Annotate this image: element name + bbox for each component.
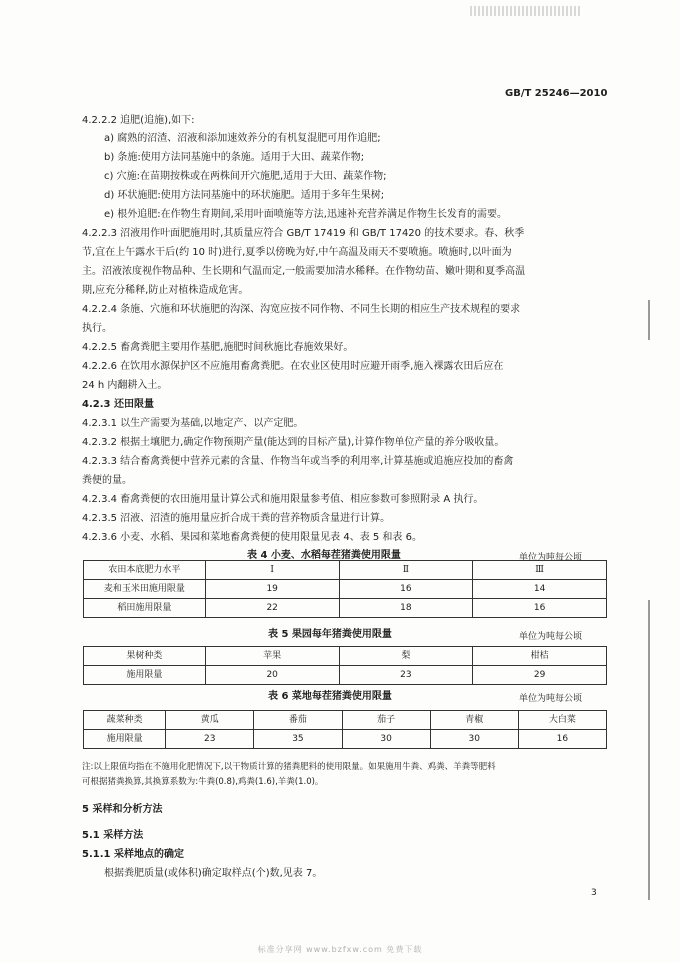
table-4-caption: 表 4 小麦、水稻每茬猪粪使用限量	[247, 550, 401, 561]
table-row	[84, 599, 607, 618]
clause-4-2-3-5: 4.2.3.5 沼液、沼渣的施用量应折合成干粪的营养物质含量进行计算。	[82, 513, 391, 524]
clause-4-2-3-6: 4.2.3.6 小麦、水稻、果园和菜地畜禽粪便的使用限量见表 4、表 5 和表 6。	[82, 532, 422, 543]
table-header-cell: 果树种类	[84, 647, 206, 666]
table-5-caption: 表 5 果园每年猪粪使用限量	[268, 629, 392, 640]
scan-artifact	[470, 6, 580, 16]
table-cell: 20	[205, 666, 339, 685]
clause-4-2-2-3-line: 4.2.2.3 沼液用作叶面肥施用时,其质量应符合 GB/T 17419 和 GB/T 17420 的技术要求。春、秋季	[82, 228, 525, 239]
watermark-footer: 标准分享网 www.bzfxw.com 免费下载	[257, 945, 423, 954]
clause-item-b: b) 条施:使用方法同基施中的条施。适用于大田、蔬菜作物;	[104, 152, 365, 163]
table-cell: 18	[339, 599, 473, 618]
table-cell: 35	[254, 730, 342, 749]
clause-4-2-3-3-line: 粪便的量。	[82, 475, 132, 486]
clause-4-2-2-5: 4.2.2.5 畜禽粪肥主要用作基肥,施肥时间秋施比春施效果好。	[82, 342, 354, 353]
scan-edge-mark	[648, 600, 650, 900]
clause-4-2-2-3-line: 期,应充分稀释,防止对植株造成危害。	[82, 285, 249, 296]
table-5	[83, 646, 607, 685]
clause-4-2-2-2-title: 4.2.2.2 追肥(追施),如下:	[82, 115, 195, 126]
table-6-caption: 表 6 菜地每茬猪粪使用限量	[268, 691, 392, 702]
clause-4-2-2-6-line: 4.2.2.6 在饮用水源保护区不应施用畜禽粪肥。在农业区使用时应避开雨季,施入裸露农田后应在	[82, 361, 504, 372]
table-header-cell: 大白菜	[518, 711, 606, 730]
table-cell: 麦和玉米田施用限量	[84, 580, 206, 599]
standard-code: GB/T 25246—2010	[505, 88, 608, 99]
scan-edge-mark	[648, 300, 650, 340]
table-4	[83, 560, 607, 618]
table-header-cell: Ⅲ	[473, 561, 607, 580]
clause-4-2-3-title: 4.2.3 还田限量	[82, 399, 154, 410]
table-header-cell: 苹果	[205, 647, 339, 666]
table-note-line: 可根据猪粪换算,其换算系数为:牛粪(0.8),鸡粪(1.6),羊粪(1.0)。	[82, 777, 324, 787]
table-4-unit: 单位为吨每公顷	[519, 553, 583, 563]
table-header-cell: 柑桔	[473, 647, 607, 666]
clause-4-2-2-4-line: 执行。	[82, 323, 112, 334]
clause-4-2-2-3-line: 主。沼液浓度视作物品种、生长期和气温而定,一般需要加清水稀释。在作物幼苗、嫩叶期和夏季高温	[82, 266, 526, 277]
section-5-1-title: 5.1 采样方法	[82, 830, 144, 841]
clause-4-2-2-4-line: 4.2.2.4 条施、穴施和环状施肥的沟深、沟宽应按不同作物、不同生长期的相应生产技术规程的要求	[82, 304, 521, 315]
clause-4-2-3-3-line: 4.2.3.3 结合畜禽粪便中营养元素的含量、作物当年或当季的利用率,计算基施或追施应投加的畜禽	[82, 456, 514, 467]
table-header-row	[84, 561, 607, 580]
clause-item-e: e) 根外追肥:在作物生育期间,采用叶面喷施等方法,迅速补充营养满足作物生长发育的需要。	[104, 209, 507, 220]
table-cell: 16	[339, 580, 473, 599]
section-5-1-1-title: 5.1.1 采样地点的确定	[82, 849, 184, 860]
table-header-cell: 农田本底肥力水平	[84, 561, 206, 580]
clause-4-2-3-2: 4.2.3.2 根据土壤肥力,确定作物预期产量(能达到的目标产量),计算作物单位产量的养分吸收量。	[82, 437, 505, 448]
table-header-cell: 黄瓜	[166, 711, 254, 730]
table-cell: 施用限量	[84, 666, 206, 685]
clause-4-2-3-4: 4.2.3.4 畜禽粪便的农田施用量计算公式和施用限量参考值、相应参数可参照附录 A 执行。	[82, 494, 484, 505]
table-cell: 30	[342, 730, 430, 749]
table-header-cell: 梨	[339, 647, 473, 666]
table-cell: 19	[205, 580, 339, 599]
table-row	[84, 666, 607, 685]
table-cell: 29	[473, 666, 607, 685]
table-6	[83, 710, 607, 749]
table-5-unit: 单位为吨每公顷	[519, 632, 583, 642]
clause-4-2-2-3-line: 节,宜在上午露水干后(约 10 时)进行,夏季以傍晚为好,中午高温及雨天不要喷施。喷施时,以叶面为	[82, 247, 512, 258]
clause-4-2-2-6-line: 24 h 内翻耕入土。	[82, 380, 168, 391]
section-5-title: 5 采样和分析方法	[82, 804, 163, 815]
table-cell: 23	[339, 666, 473, 685]
clause-item-c: c) 穴施:在苗期按株或在两株间开穴施肥,适用于大田、蔬菜作物;	[104, 171, 387, 182]
page-number: 3	[591, 888, 597, 898]
table-cell: 23	[166, 730, 254, 749]
table-header-cell: 蔬菜种类	[84, 711, 166, 730]
table-header-cell: 茄子	[342, 711, 430, 730]
clause-4-2-3-1: 4.2.3.1 以生产需要为基础,以地定产、以产定肥。	[82, 418, 304, 429]
table-header-row	[84, 711, 607, 730]
clause-item-a: a) 腐熟的沼渣、沼液和添加速效养分的有机复混肥可用作追肥;	[104, 133, 381, 144]
table-cell: 22	[205, 599, 339, 618]
clause-item-d: d) 环状施肥:使用方法同基施中的环状施肥。适用于多年生果树;	[104, 190, 385, 201]
table-cell: 30	[430, 730, 518, 749]
table-header-cell: Ⅱ	[339, 561, 473, 580]
table-6-unit: 单位为吨每公顷	[519, 694, 583, 704]
section-5-1-1-text: 根据粪肥质量(或体积)确定取样点(个)数,见表 7。	[104, 868, 323, 879]
table-cell: 施用限量	[84, 730, 166, 749]
table-row	[84, 580, 607, 599]
table-header-cell: 番茄	[254, 711, 342, 730]
table-cell: 14	[473, 580, 607, 599]
table-header-cell: 青椒	[430, 711, 518, 730]
table-cell: 16	[473, 599, 607, 618]
table-header-row	[84, 647, 607, 666]
table-cell: 16	[518, 730, 606, 749]
table-header-cell: Ⅰ	[205, 561, 339, 580]
table-row	[84, 730, 607, 749]
table-cell: 稻田施用限量	[84, 599, 206, 618]
table-note-line: 注:以上限值均指在不施用化肥情况下,以干物质计算的猪粪肥料的使用限量。如果施用牛粪、鸡粪、羊粪等肥料	[82, 762, 496, 772]
